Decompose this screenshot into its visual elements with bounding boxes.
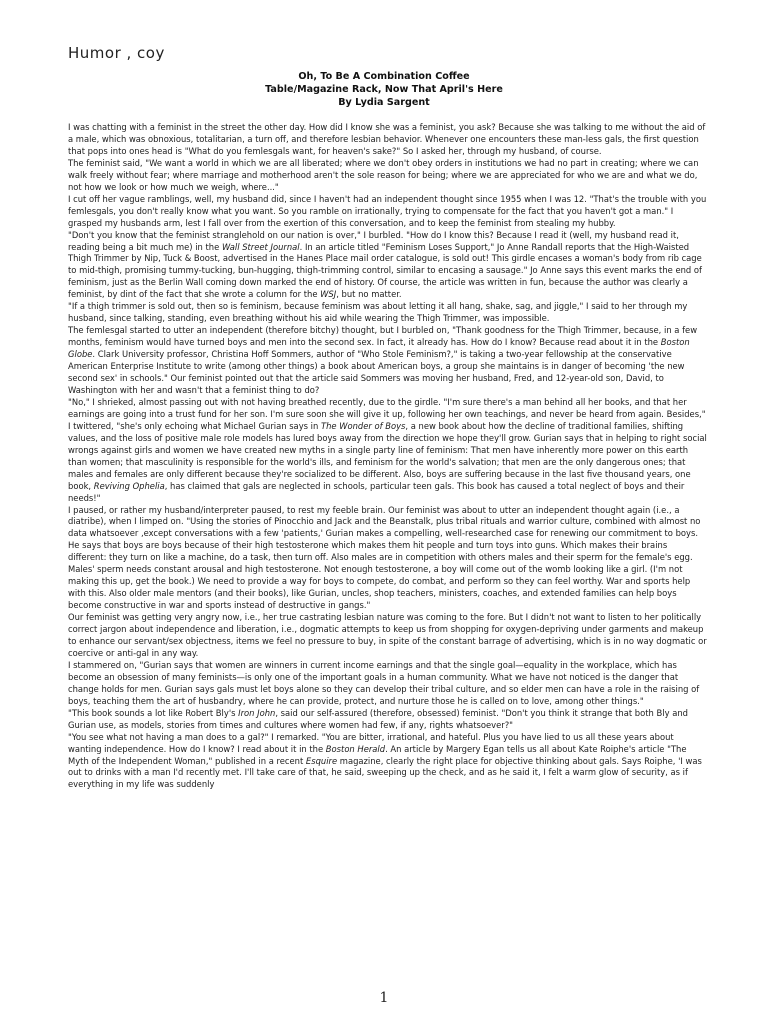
paragraph-text: , a new book about how the decline of traditional families, shifting values, and the loss of positive male role models has lured boys away from the direction we hope they'll grow. Gurian says that in helping to right social wrongs against girls and women we have created new myths in a single party line of feminism: That men have inherently more power on this earth than women; that masculinity is responsible for the world's ills, and feminism for the world's salvation; that men are the only dangerous ones; that males and females are only different because they're socialized to be different. Also, boys are suffering because in the last five thousand years, one book,	[68, 420, 707, 491]
body-paragraph	[68, 158, 708, 194]
paragraph-text: . In an article titled "Feminism Loses Support," Jo Anne Randall reports that the High-Waisted Thigh Trimmer by Nip, Tuck & Boost, advertised in the Hanes Place mail order catalogue, is sold out! This girdle encases a woman's body from rib cage to mid-thigh, promising tummy-tucking, bun-hugging, thigh-trimming control, similar to encasing a sausage." Jo Anne says this event marks the end of feminism, just as the Berlin Wall coming down marked the end of history. Of course, the article was written in fun, because the author was clearly a feminist, by dint of the fact that she wrote a column for the	[68, 241, 702, 300]
paragraph-text: I cut off her vague ramblings, well, my husband did, since I haven't had an independent thought since 1955 when I was 12. "That's the trouble with you femlesgals, you don't really know what you want. So you ramble on irrationally, trying to compensate for the fact that you haven't got a man." I grasped my husbands arm, lest I fall over from the exertion of this conversation, and to keep the feminist from stealing my hubby.	[68, 193, 707, 228]
italic-title-text: Boston Herald	[325, 743, 386, 754]
paragraph-text: "No," I shrieked, almost passing out with not having breathed recently, due to the girdle. "I'm sure there's a man behind all her books, and that her earnings are going into a trust fund for her son. I'm sure soon she will give it up, following her own teachings, and never be heard from again. Besides," I twittered, "she's only echoing what Michael Gurian says in	[68, 396, 706, 431]
body-paragraph	[68, 612, 708, 660]
paragraph-text: magazine, clearly the right place for objective thinking about gals. Says Roiphe, 'I was out to drinks with a man I'd recently met. I'll take care of that, he said, sweeping up the check, and as he said it, I felt a warm glow of security, as if everything in my life was suddenly	[68, 755, 702, 790]
paragraph-text: The feminist said, "We want a world in which we are all liberated; where we don't obey orders in institutions we had no part in creating; where we can walk freely without fear; where marriage and motherhood aren't the sole reason for being; where we are appreciated for who we are and what we do, not how we look or how much we weigh, where..."	[68, 157, 699, 192]
paragraph-text: . Clark University professor, Christina Hoff Sommers, author of "Who Stole Feminism?," is taking a two-year fellowship at the conservative American Enterprise Institute to write (among other things) a book about American boys, a group she maintains is in danger of becoming 'the new second sex' in schools." Our feminist pointed out that the article said Sommers was moving her husband, Fred, and 12-year-old son, David, to Washington with her and wasn't that a feminist thing to do?	[68, 349, 685, 395]
italic-title-text: Iron John	[238, 707, 276, 718]
paragraph-text: I stammered on, "Gurian says that women are winners in current income earnings and that the single goal—equality in the workplace, which has become an obsession of many feminists—is only one of the important goals in a human community. What we have not noticed is the danger that change holds for men. Gurian says gals must let boys alone so they can develop their tribal culture, and so elder men can have a role in the raising of boys, teaching them the art of husbandry, where he can provide, protect, and nurture those he is called on to love, among other things."	[68, 659, 700, 706]
paragraph-text: "If a thigh trimmer is sold out, then so is feminism, because feminism was about letting it all hang, shake, sag, and jiggle," I said to her through my husband, since talking, standing, even breathing without his aid while wearing the Thigh Trimmer, was impossible.	[68, 301, 688, 324]
body-paragraph	[68, 505, 708, 613]
paragraph-text: I was chatting with a feminist in the street the other day. How did I know she was a feminist, you ask? Because she was talking to me without the aid of a male, which was obnoxious, totalitarian, a turn off, and therefore lesbian behavior. Whenever one encounters these man-less gals, the first question that pops into ones head is "What do you femlesgals want, for heaven's sake?" So I asked her, through my husband, of course.	[68, 122, 706, 156]
body-paragraph	[68, 122, 708, 158]
italic-title-text: The Wonder of Boys	[320, 420, 406, 431]
body-paragraph	[68, 301, 708, 325]
article-body	[68, 122, 708, 791]
paragraph-text: . An article by Margery Egan tells us all about Kate Roiphe's article "The Myth of the Independent Woman," published in a recent	[68, 743, 687, 766]
paragraph-text: , said our self-assured (therefore, obsessed) feminist. "Don't you think it strange that both Bly and Gurian use, as models, stories from times and cultures where women had few, if any, rights whatsoever?"	[68, 707, 688, 730]
italic-title-text: Boston Globe	[68, 337, 690, 360]
paragraph-text: The femlesgal started to utter an independent (therefore bitchy) thought, but I burbled on, "Thank goodness for the Thigh Trimmer, because, in a few months, feminism would have turned boys and men into the second sex. In fact, it already has. How do I know? Because read about it in the	[68, 325, 698, 348]
article-title-block	[120, 70, 648, 110]
article-title-line-1: Oh, To Be A Combination Coffee	[298, 71, 470, 82]
body-paragraph	[68, 397, 708, 505]
body-paragraph	[68, 325, 708, 397]
paragraph-text: "Don't you know that the feminist stranglehold on our nation is over," I burbled. "How do I know this? Because I read it (well, my husband read it, reading being a bit much me) in the	[68, 229, 679, 252]
italic-title-text: WSJ	[320, 289, 337, 300]
italic-title-text: Reviving Ophelia	[93, 480, 165, 491]
paragraph-text: , has claimed that gals are neglected in schools, particular teen gals. This book has caused a total neglect of boys and their needs!"	[68, 480, 685, 503]
paragraph-text: I paused, or rather my husband/interpreter paused, to rest my feeble brain. Our feminist was about to utter an independent thought again (i.e., a diatribe), when I limped on. "Using the stories of Pinocchio and Jack and the Beanstalk, plus tribal rituals and warrior culture, combined with almost no data whatsoever ,except conversations with a few 'patients,' Gurian makes a compelling, well-researched case for renewing our commitment to boys. He says that boys are boys because of their high testosterone which makes them hit people and turn toys into guns. Which makes their brains different: they turn on like a machine, do a task, then turn off. Also males are in competition with others males and their sperm for the female's egg. Males' sperm needs constant arousal and high testosterone. Not enough testosterone, a boy will come out of the womb looking like a girl. (I'm not making this up, get the book.) We need to provide a way for boys to compete, do combat, and perform so they can feel worthy. War and sports help with this. Also older male mentors (and their books), like Gurian, uncles, shop teachers, ministers, coaches, and extended families can help boys become constructive in war and sports instead of destructive in gangs."	[68, 504, 701, 611]
body-paragraph	[68, 732, 708, 792]
paragraph-text: "You see what not having a man does to a gal?" I remarked. "You are bitter, irrational, and hateful. Plus you have lied to us all these years about wanting independence. How do I know? I read about it in the	[68, 731, 674, 754]
body-paragraph	[68, 708, 708, 732]
body-paragraph	[68, 194, 708, 230]
paragraph-text: "This book sounds a lot like Robert Bly's	[68, 707, 239, 718]
body-paragraph	[68, 660, 708, 708]
article-title-line-2: Table/Magazine Rack, Now That April's Here	[265, 84, 503, 96]
italic-title-text: Esquire	[305, 755, 338, 766]
section-label: Humor , coy	[68, 44, 165, 62]
italic-title-text: Wall Street Journal	[221, 241, 300, 252]
paragraph-text: , but no matter.	[336, 289, 402, 300]
page-number: 1	[379, 990, 389, 1006]
body-paragraph	[68, 230, 708, 302]
paragraph-text: Our feminist was getting very angry now, i.e., her true castrating lesbian nature was coming to the fore. But I didn't not want to listen to her politically correct jargon about independence and liberation, i.e., dogmatic attempts to keep us from shopping for oxygen-depriving under garments and makeup to enhance our servant/sex objectness, items we feel no pressure to buy, in spite of the constant barrage of advertising, which is in no way dogmatic or coercive or anti-gal in any way.	[68, 612, 707, 658]
article-byline: By Lydia Sargent	[338, 97, 430, 109]
